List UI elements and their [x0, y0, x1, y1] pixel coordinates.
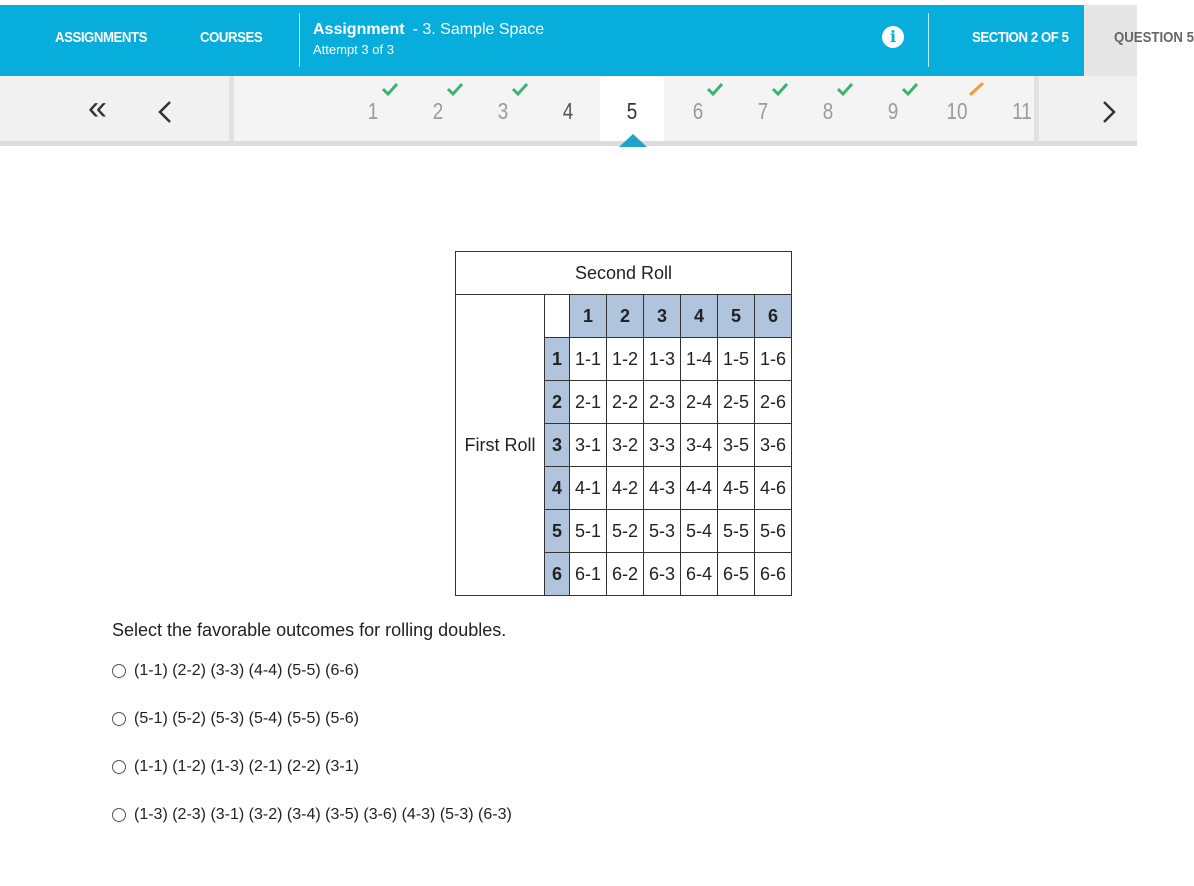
divider	[928, 13, 929, 67]
double-chevron-left-icon[interactable]: «	[88, 89, 107, 127]
row-header: 5	[545, 510, 570, 553]
nav-right-group	[1039, 76, 1137, 141]
question-8[interactable]: 8	[822, 98, 834, 124]
table-cell: 5-5	[718, 510, 755, 553]
answer-option-label: (1-1) (1-2) (1-3) (2-1) (2-2) (3-1)	[134, 758, 359, 775]
table-cell: 5-2	[607, 510, 644, 553]
table-cell: 2-4	[681, 381, 718, 424]
chevron-right-icon[interactable]	[1101, 100, 1117, 124]
answer-option-label: (1-3) (2-3) (3-1) (3-2) (3-4) (3-5) (3-6) (4-3) (5-3) (6-3)	[134, 806, 512, 823]
table-cell: 2-6	[755, 381, 792, 424]
table-cell: 4-6	[755, 467, 792, 510]
column-header: 2	[607, 295, 644, 338]
table-cell: 2-1	[570, 381, 607, 424]
table-cell: 1-1	[570, 338, 607, 381]
table-cell: 5-3	[644, 510, 681, 553]
answer-option-label: (1-1) (2-2) (3-3) (4-4) (5-5) (6-6)	[134, 662, 359, 679]
question-11[interactable]: 11	[1012, 98, 1032, 124]
question-10[interactable]: 10	[946, 98, 968, 124]
question-tab-label: QUESTION 5	[1114, 29, 1194, 46]
answer-option-1[interactable]	[112, 662, 359, 680]
pencil-icon	[968, 82, 986, 96]
question-9[interactable]: 9	[887, 98, 899, 124]
column-header: 4	[681, 295, 718, 338]
table-cell: 6-5	[718, 553, 755, 596]
current-question-marker	[619, 134, 647, 147]
table-cell: 1-2	[607, 338, 644, 381]
question-2[interactable]: 2	[432, 98, 444, 124]
table-cell: 3-2	[607, 424, 644, 467]
table-cell: 3-1	[570, 424, 607, 467]
assignments-link[interactable]: ASSIGNMENTS	[55, 29, 147, 46]
table-cell: 4-1	[570, 467, 607, 510]
top-bar	[0, 5, 1084, 76]
check-icon	[771, 82, 789, 96]
table-cell: 3-5	[718, 424, 755, 467]
table-cell: 6-6	[755, 553, 792, 596]
table-cell: 4-2	[607, 467, 644, 510]
assignment-label: Assignment	[313, 21, 405, 38]
question-prompt: Select the favorable outcomes for rolling doubles.	[112, 620, 507, 640]
question-navigator	[0, 76, 1137, 143]
question-6[interactable]: 6	[692, 98, 704, 124]
table-cell: 6-3	[644, 553, 681, 596]
assignment-name: - 3. Sample Space	[412, 21, 545, 38]
column-header: 3	[644, 295, 681, 338]
table-cell: 1-4	[681, 338, 718, 381]
table-cell: 5-4	[681, 510, 718, 553]
answer-option-4[interactable]	[112, 806, 512, 824]
check-icon	[381, 82, 399, 96]
table-cell: 6-2	[607, 553, 644, 596]
radio-button[interactable]	[112, 760, 126, 774]
section-indicator[interactable]: SECTION 2 OF 5	[972, 29, 1069, 46]
assignment-title	[313, 21, 544, 39]
table-cell: 1-5	[718, 338, 755, 381]
column-header: 6	[755, 295, 792, 338]
column-header: 1	[570, 295, 607, 338]
check-icon	[706, 82, 724, 96]
question-7[interactable]: 7	[757, 98, 769, 124]
table-cell: 2-2	[607, 381, 644, 424]
table-cell: 1-6	[755, 338, 792, 381]
check-icon	[836, 82, 854, 96]
row-header: 2	[545, 381, 570, 424]
table-title: Second Roll	[456, 252, 792, 295]
radio-button[interactable]	[112, 664, 126, 678]
check-icon	[446, 82, 464, 96]
table-cell: 4-4	[681, 467, 718, 510]
answer-option-2[interactable]	[112, 710, 359, 728]
table-cell: 3-6	[755, 424, 792, 467]
table-cell: 2-3	[644, 381, 681, 424]
table-cell: 6-1	[570, 553, 607, 596]
table-cell: 6-4	[681, 553, 718, 596]
divider	[299, 13, 300, 67]
sample-space-table	[455, 251, 792, 596]
table-cell: 5-1	[570, 510, 607, 553]
question-5[interactable]: 5	[626, 98, 638, 124]
attempt-count: Attempt 3 of 3	[313, 42, 394, 57]
table-cell: 2-5	[718, 381, 755, 424]
question-4[interactable]: 4	[562, 98, 574, 124]
corner-cell	[545, 295, 570, 338]
chevron-left-icon[interactable]	[157, 100, 173, 124]
radio-button[interactable]	[112, 712, 126, 726]
question-tab[interactable]	[1084, 5, 1194, 76]
check-icon	[901, 82, 919, 96]
info-icon[interactable]: i	[882, 26, 904, 48]
check-icon	[511, 82, 529, 96]
table-cell: 3-4	[681, 424, 718, 467]
table-cell: 3-3	[644, 424, 681, 467]
column-header: 5	[718, 295, 755, 338]
table-cell: 1-3	[644, 338, 681, 381]
courses-link[interactable]: COURSES	[200, 29, 263, 46]
answer-option-3[interactable]	[112, 758, 359, 776]
table-cell: 4-3	[644, 467, 681, 510]
answer-option-label: (5-1) (5-2) (5-3) (5-4) (5-5) (5-6)	[134, 710, 359, 727]
row-header: 1	[545, 338, 570, 381]
row-header: 6	[545, 553, 570, 596]
question-1[interactable]: 1	[367, 98, 379, 124]
nav-bottom-border	[0, 141, 1137, 146]
table-cell: 4-5	[718, 467, 755, 510]
row-header: 4	[545, 467, 570, 510]
nav-left-group	[0, 76, 229, 141]
row-header: 3	[545, 424, 570, 467]
table-cell: 5-6	[755, 510, 792, 553]
question-3[interactable]: 3	[497, 98, 509, 124]
radio-button[interactable]	[112, 808, 126, 822]
row-axis-label: First Roll	[456, 295, 545, 596]
